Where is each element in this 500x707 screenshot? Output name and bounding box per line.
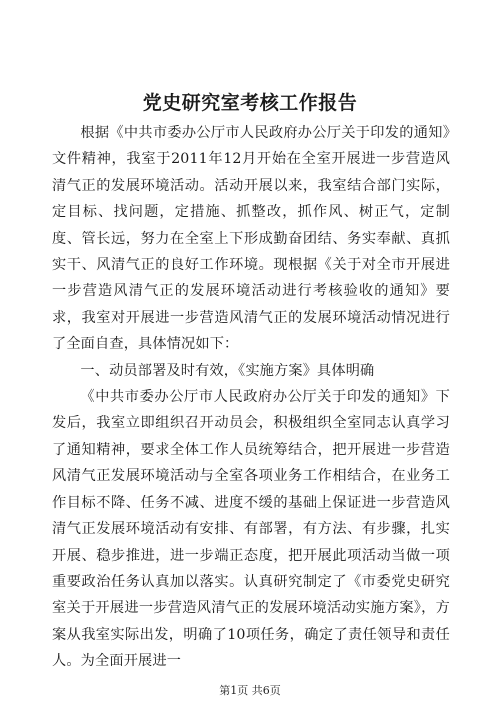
document-title: 党史研究室考核工作报告 [142, 92, 358, 114]
page-number-footer: 第1页 共6页 [219, 684, 281, 697]
paragraph-intro: 根据《中共市委办公厅市人民政府办公厅关于印发的通知》文件精神，我室于2011年12月开始在全室开展进一步营造风清气正的发展环境活动。活动开展以来，我室结合部门实际，定目标、找问题，定措施、抓整改，抓作风、树正气，定制度、管长远，努力在全室上下形成勤奋团结、务实奉献、真抓实干、风清气正的良好工作环境。现根据《关于对全市开展进一步营造风清气正的发展环境活动进行考核验收的通知》要求，我室对开展进一步营造风清气正的发展环境活动情况进行了全面自查，具体情况如下： [52, 125, 450, 353]
section-heading: 一、动员部署及时有效，《实施方案》具体明确 [80, 362, 375, 379]
document-body [52, 120, 450, 675]
paragraph-section-1: 《中共市委办公厅市人民政府办公厅关于印发的通知》下发后，我室立即组织召开动员会，积极组织全室同志认真学习了通知精神，要求全体工作人员统筹结合，把开展进一步营造风清气正发展环境活动与全室各项业务工作相结合，在业务工作目标不降、任务不减、进度不缓的基础上保证进一步营造风清气正发展环境活动有安排、有部署，有方法、有步骤，扎实开展、稳步推进，进一步端正态度，把开展此项活动当做一项重要政治任务认真加以落实。认真研究制定了《市委党史研究室关于开展进一步营造风清气正的发展环境活动实施方案》，方案从我室实际出发，明确了10项任务，确定了责任领导和责任人。为全面开展进一 [52, 389, 450, 670]
